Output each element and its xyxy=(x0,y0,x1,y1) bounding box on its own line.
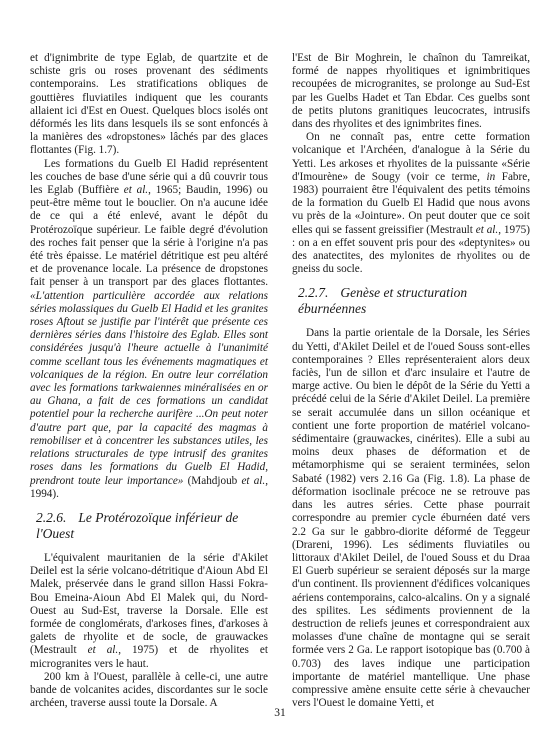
paragraph-genese-eburneenne: Dans la partie orientale de la Dorsale, les Séries du Yetti, d'Akilet Deilel et de l'oued Souss sont-elles contemporaines ? Elles représenteraient alors deux faciès, l'un de sillon et d'arc insulaire et l'autre de marge active. Ou bien le dépôt de la Série du Yetti a précédé celui de la Série d'Akilet Deilel. La première se serait accumulée dans un sillon océanique et contient une forte proportion de matériel volcano-sédimentaire (grauwackes, cinérites). Elle a subi au moins deux phases de déformation et de métamorphisme qui se seraient terminées, selon Sabaté (1982) vers 2.16 Ga (Fig. 1.8). La phase de déformation isoclinale précoce ne se retrouve pas dans les autres séries. Cette phase pourrait correspondre au premier cycle éburnéen daté vers 2.2 Ga sur le gabbro-diorite déformé de Teggeur (Drareni, 1996). Les sédiments fluviatiles ou littoraux d'Akilet Deilel, de l'oued Souss et du Draa El Guerb supérieur se seraient déposés sur la marge d'un continent. Ils proviennent d'édifices volcaniques aériens contemporains, calco-alcalins. On y a signalé des spilites. Les sédiments proviennent de la destruction de reliefs jeunes et correspondraient aux molasses d'une chaîne de montagne qui se serait formée vers 2 Ga. Le rapport isotopique bas (0.700 à 0.703) des laves indique une participation importante de matériel mantellique. Une phase compressive amène ensuite cette série à chevaucher vers l'Ouest le domaine Yetti, et xyxy=(292,327,530,710)
paragraph-volcanites-acides: 200 km à l'Ouest, parallèle à celle-ci, une autre bande de volcanites acides, discordantes sur le socle archéen, traverse aussi toute la Dorsale. A xyxy=(30,670,268,710)
section-heading-2-2-7: 2.2.7. Genèse et structuration éburnéennes xyxy=(298,285,468,317)
quotation-mahdjoub: «L'attention particulière accordée aux relations séries molassiques du Guelb El Hadid et les granites roses Aftout se justifie par l'intérêt que présente ces dernières séries dans l'histoire des Eglab. Elles sont considérées jusqu'à l'heure actuelle à l'unanimité comme scellant tous les événements magmatiques et volcaniques de la région. En outre leur corrélation avec les formations tarkwaiennes minéralisées en or au Ghana, a fait de ces formations un candidat potentiel pour la recherche aurifère ...On peut noter d'autre part que, par la capacité des magmas à remobiliser et à concentrer les substances utiles, les relations structurales de type intrusif des granites roses dans les formations du Guelb El Hadid, prendront toute leur importance» xyxy=(30,289,268,487)
paragraph-eglab-ignimbrite: et d'ignimbrite de type Eglab, de quartzite et de schiste gris ou roses provenant des sédiments contemporains. Les stratifications obliques de gouttières fluviatiles indiquent que les courants allaient ici d'Est en Ouest. Quelques blocs isolés ont déformés les lits dans lesquels ils se sont enfoncés à la manières des «dropstones» lâchés par des glaces flottantes (Fig. 1.7). xyxy=(30,52,268,157)
section-heading-2-2-6: 2.2.6. Le Protérozoïque inférieur de l'Ouest xyxy=(36,509,239,541)
right-column xyxy=(292,52,530,710)
left-column xyxy=(30,52,268,710)
paragraph-guelb-el-hadid: Les formations du Guelb El Hadid représentent les couches de base d'une série qui a dû couvrir tous les Eglab (Buffière et al., 1965; Baudin, 1996) ou peut-être même tout le bouclier. On n'a aucune idée de ce qui a été enlevé, avant le dépôt du Protérozoïque supérieur. Le faible degré d'évolution des roches fait penser que la série à l'origine n'a pas été très épaisse. Le matériel détritique est peu altéré et de provenance locale. La présence de dropstones fait penser à un transport par des glaces flottantes. «L'attention particulière accordée aux relations séries molassiques du Guelb El Hadid et les granites roses Aftout se justifie par l'intérêt que présente ces dernières séries dans l'histoire des Eglab. Elles sont considérées jusqu'à l'heure actuelle à l'unanimité comme scellant tous les événements magmatiques et volcaniques de la région. En outre leur corrélation avec les formations tarkwaiennes minéralisées en or au Ghana, a fait de ces formations un candidat potentiel pour la recherche aurifère ...On peut noter d'autre part que, par la capacité des magmas à remobiliser et à concentrer les substances utiles, les relations structurales de type intrusif des granites roses dans les formations du Guelb El Hadid, prendront toute leur importance» (Mahdjoub et al., 1994). xyxy=(30,157,269,500)
paragraph-tamreikat: l'Est de Bir Moghrein, le chaînon du Tamreikat, formé de nappes rhyolitiques et ignimbritiques recoupées de microgranites, se prolonge au Sud-Est par les Guelbs Hadet et Tan Ebdar. Ces guelbs sont de petits plutons granitiques leucocrates, intrusifs dans des rhyolites et des ignimbrites fines. xyxy=(292,52,530,131)
paragraph-serie-imourene: On ne connaît pas, entre cette formation volcanique et l'Archéen, d'analogue à la Série du Yetti. Les arkoses et rhyolites de la puissante «Série d'Imourène» de Sougy (voir ce terme, in Fabre, 1983) pourraient être l'équivalent des petits témoins de la formation du Guelb El Hadid que nous avons vu près de la «Jointure». On peut douter que ce soit elles qui se fassent greissifier (Mestrault et al., 1975) : on a en effet souvent pris pour des «deptynites» ou des anatectites, des mylonites de rhyolites ou de gneiss du socle. xyxy=(292,131,530,276)
paragraph-aioun-abd-el-malek: L'équivalent mauritanien de la série d'Akilet Deilel est la série volcano-détritique d'Aioun Abd El Malek, préservée dans le grand sillon Hassi Fokra-Bou Emeina-Aioun Abd El Malek qui, du Nord-Ouest au Sud-Est, traverse la Dorsale. Elle est formée de conglomérats, d'arkoses fines, d'arkoses à galets de rhyolite et de socle, de grauwackes (Mestrault et al., 1975) et de rhyolites et microgranites vers le haut. xyxy=(30,551,268,670)
page-number: 31 xyxy=(274,707,286,719)
